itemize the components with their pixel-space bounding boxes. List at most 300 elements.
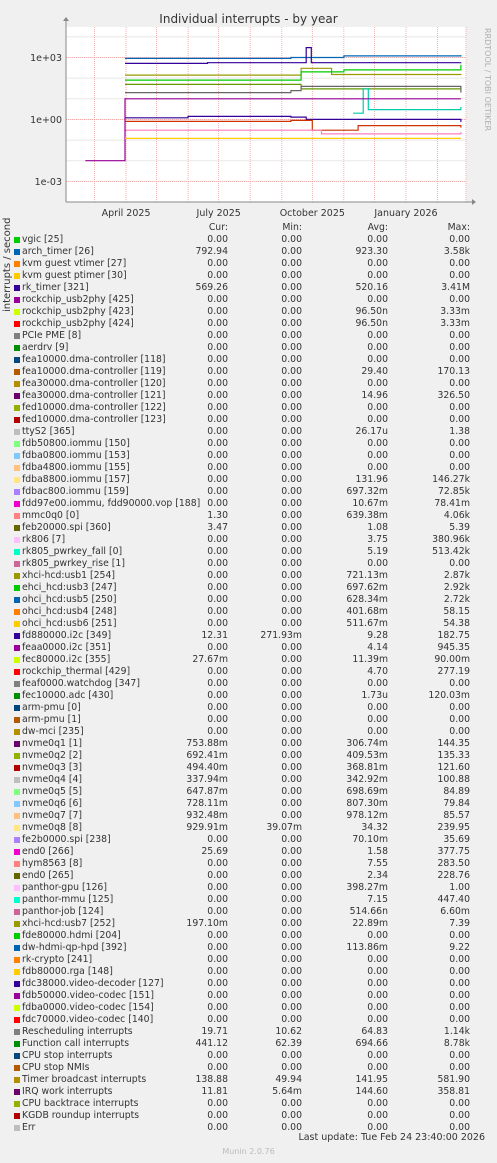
legend-avg-value: 0.00 — [367, 330, 388, 341]
legend-row — [12, 1002, 484, 1014]
legend-series-name: IRQ work interrupts — [22, 1086, 113, 1097]
legend-cur-value: 0.00 — [207, 486, 228, 497]
legend-min-value: 10.62 — [275, 1026, 302, 1037]
legend-min-value: 0.00 — [281, 678, 302, 689]
legend-series-name: feb20000.spi [360] — [22, 522, 111, 533]
legend-series-name: KGDB roundup interrupts — [22, 1110, 140, 1121]
legend-series-name: fea10000.dma-controller [118] — [22, 354, 166, 365]
legend-swatch — [14, 357, 20, 363]
legend-row — [12, 474, 484, 486]
legend-row — [12, 678, 484, 690]
legend-avg-value: 96.50n — [355, 306, 388, 317]
legend-cur-value: 0.00 — [207, 1110, 228, 1121]
legend-cur-value: 0.00 — [207, 354, 228, 365]
legend-max-value: 0.00 — [449, 234, 470, 245]
legend-max-value: 100.88 — [437, 774, 470, 785]
legend-row — [12, 918, 484, 930]
legend-min-value: 0.00 — [281, 1062, 302, 1073]
legend-cur-value: 0.00 — [207, 594, 228, 605]
legend-row — [12, 546, 484, 558]
legend-cur-value: 792.94 — [195, 246, 228, 257]
legend-row — [12, 486, 484, 498]
legend-row — [12, 1026, 484, 1038]
legend-series-name: fdc70000.video-codec [140] — [22, 1014, 154, 1025]
legend-swatch — [14, 621, 20, 627]
legend-series-name: nvme0q3 [3] — [22, 762, 83, 773]
legend-cur-value: 0.00 — [207, 966, 228, 977]
legend-max-value: 3.58k — [443, 246, 470, 257]
legend-series-name: fe2b0000.spi [238] — [22, 834, 111, 845]
legend-min-value: 0.00 — [281, 798, 302, 809]
legend-max-value: 358.81 — [437, 1086, 470, 1097]
legend-avg-value: 0.00 — [367, 558, 388, 569]
legend-max-value: 35.69 — [443, 834, 470, 845]
legend-swatch — [14, 345, 20, 351]
legend-cur-value: 0.00 — [207, 474, 228, 485]
legend-avg-value: 0.00 — [367, 702, 388, 713]
legend-series-name: fdb80000.rga [148] — [22, 966, 113, 977]
legend-row — [12, 954, 484, 966]
legend-min-value: 0.00 — [281, 546, 302, 557]
legend-series-name: rockchip_thermal [429] — [22, 666, 131, 677]
legend-row — [12, 798, 484, 810]
legend-row — [12, 426, 484, 438]
legend-row — [12, 1074, 484, 1086]
legend-min-value: 0.00 — [281, 930, 302, 941]
legend-max-value: 3.41M — [441, 282, 470, 293]
legend-cur-value: 0.00 — [207, 462, 228, 473]
legend-min-value: 0.00 — [281, 462, 302, 473]
legend-row — [12, 1062, 484, 1074]
legend-max-value: 85.57 — [443, 810, 470, 821]
legend-min-value: 5.64m — [272, 1086, 302, 1097]
legend-header-cur: Cur: — [208, 222, 228, 233]
legend-series-name: nvme0q5 [5] — [22, 786, 83, 797]
legend-cur-value: 0.00 — [207, 426, 228, 437]
legend-min-value: 0.00 — [281, 294, 302, 305]
legend-swatch — [14, 753, 20, 759]
legend-max-value: 228.76 — [437, 870, 470, 881]
legend-series-name: rockchip_usb2phy [424] — [22, 318, 134, 329]
x-axis-arrow — [472, 199, 476, 205]
rrdtool-watermark: RRDTOOL / TOBI OETIKER — [483, 28, 492, 132]
legend-swatch — [14, 525, 20, 531]
legend-max-value: 0.00 — [449, 1002, 470, 1013]
legend-avg-value: 9.28 — [367, 630, 388, 641]
legend-row — [12, 354, 484, 366]
legend-max-value: 0.00 — [449, 966, 470, 977]
legend-max-value: 945.35 — [437, 642, 470, 653]
legend-min-value: 0.00 — [281, 1002, 302, 1013]
legend-max-value: 0.00 — [449, 1062, 470, 1073]
legend-avg-value: 22.89m — [352, 918, 388, 929]
legend-series-name: mmc0q0 [0] — [22, 510, 80, 521]
legend-series-name: ehci_hcd:usb3 [247] — [22, 582, 117, 593]
legend-series-name: fdbac800.iommu [159] — [22, 486, 129, 497]
legend-min-value: 0.00 — [281, 414, 302, 425]
legend-row — [12, 726, 484, 738]
legend-swatch — [14, 1041, 20, 1047]
legend-series-name: nvme0q6 [6] — [22, 798, 83, 809]
legend-cur-value: 12.31 — [201, 630, 228, 641]
legend-row — [12, 978, 484, 990]
legend-series-name: fdc38000.video-decoder [127] — [22, 978, 164, 989]
legend-series-name: fea30000.dma-controller [120] — [22, 378, 166, 389]
legend-series-name: ohci_hcd:usb6 [251] — [22, 618, 117, 629]
legend-series-name: rockchip_usb2phy [425] — [22, 294, 134, 305]
legend-avg-value: 398.27m — [346, 882, 388, 893]
legend-swatch — [14, 381, 20, 387]
legend-cur-value: 0.00 — [207, 882, 228, 893]
legend-min-value: 0.00 — [281, 774, 302, 785]
legend-swatch — [14, 405, 20, 411]
legend-cur-value: 0.00 — [207, 534, 228, 545]
legend-series-name: end0 [266] — [22, 846, 74, 857]
legend-max-value: 0.00 — [449, 330, 470, 341]
legend-row — [12, 1050, 484, 1062]
legend-rows — [12, 234, 484, 1134]
legend-max-value: 144.35 — [437, 738, 470, 749]
legend-min-value: 62.39 — [275, 1038, 302, 1049]
legend-max-value: 54.38 — [443, 618, 470, 629]
legend-avg-value: 0.00 — [367, 258, 388, 269]
legend-avg-value: 511.67m — [346, 618, 388, 629]
legend-min-value: 0.00 — [281, 870, 302, 881]
legend-swatch — [14, 513, 20, 519]
legend-min-value: 0.00 — [281, 618, 302, 629]
legend-max-value: 9.22 — [449, 942, 470, 953]
y-tick-label: 1e-03 — [34, 176, 62, 188]
legend-max-value: 0.00 — [449, 1110, 470, 1121]
legend-max-value: 0.00 — [449, 258, 470, 269]
legend-min-value: 0.00 — [281, 450, 302, 461]
legend-swatch — [14, 801, 20, 807]
legend-max-value: 2.87k — [443, 570, 470, 581]
legend-max-value: 8.78k — [443, 1038, 470, 1049]
legend-row — [12, 762, 484, 774]
legend-avg-value: 64.83 — [361, 1026, 388, 1037]
legend-max-value: 0.00 — [449, 978, 470, 989]
legend-cur-value: 0.00 — [207, 330, 228, 341]
legend-min-value: 0.00 — [281, 726, 302, 737]
legend-cur-value: 0.00 — [207, 978, 228, 989]
legend-min-value: 0.00 — [281, 906, 302, 917]
legend-min-value: 0.00 — [281, 990, 302, 1001]
legend-avg-value: 0.00 — [367, 990, 388, 1001]
legend-row — [12, 930, 484, 942]
legend-row — [12, 618, 484, 630]
legend-row — [12, 234, 484, 246]
legend-avg-value: 113.86m — [346, 942, 388, 953]
legend-series-name: CPU backtrace interrupts — [22, 1098, 139, 1109]
legend-min-value: 0.00 — [281, 894, 302, 905]
legend-avg-value: 26.17u — [355, 426, 388, 437]
legend-swatch — [14, 945, 20, 951]
legend-swatch — [14, 297, 20, 303]
legend-max-value: 277.19 — [437, 666, 470, 677]
legend-min-value: 0.00 — [281, 270, 302, 281]
legend-series-name: PCIe PME [8] — [22, 330, 82, 341]
y-axis-arrow — [63, 17, 69, 21]
legend-max-value: 0.00 — [449, 402, 470, 413]
legend-series-name: arch_timer [26] — [22, 246, 94, 257]
legend-row — [12, 1098, 484, 1110]
legend-series-name: fec80000.i2c [355] — [22, 654, 111, 665]
legend-cur-value: 0.00 — [207, 1002, 228, 1013]
legend-min-value: 0.00 — [281, 426, 302, 437]
legend-row — [12, 330, 484, 342]
legend-min-value: 0.00 — [281, 846, 302, 857]
legend-swatch — [14, 825, 20, 831]
legend-min-value: 0.00 — [281, 498, 302, 509]
legend-swatch — [14, 609, 20, 615]
legend-cur-value: 0.00 — [207, 1050, 228, 1061]
legend-cur-value: 0.00 — [207, 990, 228, 1001]
legend-min-value: 0.00 — [281, 318, 302, 329]
legend-row — [12, 990, 484, 1002]
legend-avg-value: 4.14 — [367, 642, 388, 653]
legend-swatch — [14, 597, 20, 603]
legend-avg-value: 34.32 — [361, 822, 388, 833]
legend-swatch — [14, 921, 20, 927]
legend-avg-value: 141.95 — [355, 1074, 388, 1085]
legend-min-value: 0.00 — [281, 558, 302, 569]
legend-cur-value: 0.00 — [207, 726, 228, 737]
legend-swatch — [14, 933, 20, 939]
legend-avg-value: 0.00 — [367, 450, 388, 461]
legend-cur-value: 0.00 — [207, 894, 228, 905]
legend-series-name: ohci_hcd:usb5 [250] — [22, 594, 117, 605]
legend-cur-value: 569.26 — [195, 282, 228, 293]
legend-avg-value: 0.00 — [367, 1110, 388, 1121]
legend-cur-value: 0.00 — [207, 294, 228, 305]
legend-max-value: 0.00 — [449, 1014, 470, 1025]
legend-max-value: 581.90 — [437, 1074, 470, 1085]
legend-swatch — [14, 633, 20, 639]
legend-row — [12, 810, 484, 822]
legend-swatch — [14, 993, 20, 999]
legend-swatch — [14, 1029, 20, 1035]
legend-row — [12, 438, 484, 450]
legend-min-value: 0.00 — [281, 882, 302, 893]
legend-avg-value: 694.66 — [355, 1038, 388, 1049]
legend-avg-value: 0.00 — [367, 354, 388, 365]
legend-cur-value: 0.00 — [207, 390, 228, 401]
legend-min-value: 0.00 — [281, 402, 302, 413]
legend-max-value: 79.84 — [443, 798, 470, 809]
legend-swatch — [14, 501, 20, 507]
legend-series-name: fec10000.adc [430] — [22, 690, 114, 701]
x-tick-label: January 2026 — [374, 208, 438, 219]
legend-max-value: 0.00 — [449, 930, 470, 941]
legend-min-value: 0.00 — [281, 534, 302, 545]
legend-cur-value: 0.00 — [207, 642, 228, 653]
legend-avg-value: 2.34 — [367, 870, 388, 881]
legend-row — [12, 702, 484, 714]
legend-avg-value: 1.73u — [361, 690, 388, 701]
legend-row — [12, 570, 484, 582]
legend-max-value: 283.50 — [437, 858, 470, 869]
legend-cur-value: 0.00 — [207, 558, 228, 569]
legend-swatch — [14, 861, 20, 867]
legend-cur-value: 0.00 — [207, 618, 228, 629]
legend-avg-value: 0.00 — [367, 1062, 388, 1073]
legend-row — [12, 366, 484, 378]
legend-series-name: fdb50800.iommu [150] — [22, 438, 130, 449]
legend-max-value: 4.06k — [443, 510, 470, 521]
last-update-text: Last update: Tue Feb 24 23:40:00 2026 — [298, 1132, 485, 1143]
legend-max-value: 0.00 — [449, 294, 470, 305]
legend-avg-value: 923.30 — [355, 246, 388, 257]
legend-cur-value: 0.00 — [207, 678, 228, 689]
legend-avg-value: 0.00 — [367, 342, 388, 353]
legend-cur-value: 0.00 — [207, 318, 228, 329]
legend-cur-value: 0.00 — [207, 306, 228, 317]
legend-row — [12, 402, 484, 414]
legend-max-value: 0.00 — [449, 990, 470, 1001]
legend-series-name: fed10000.dma-controller [123] — [22, 414, 166, 425]
legend-avg-value: 131.96 — [355, 474, 388, 485]
legend-row — [12, 510, 484, 522]
legend-max-value: 6.60m — [440, 906, 470, 917]
legend-avg-value: 0.00 — [367, 462, 388, 473]
legend-max-value: 90.00m — [434, 654, 470, 665]
legend-min-value: 0.00 — [281, 834, 302, 845]
legend-swatch — [14, 849, 20, 855]
legend-series-name: fd880000.i2c [349] — [22, 630, 112, 641]
legend-cur-value: 0.00 — [207, 402, 228, 413]
legend-max-value: 0.00 — [449, 954, 470, 965]
legend-series-name: arm-pmu [1] — [22, 714, 81, 725]
legend-avg-value: 0.00 — [367, 294, 388, 305]
legend-max-value: 72.85k — [438, 486, 470, 497]
legend-max-value: 1.14k — [443, 1026, 470, 1037]
legend-cur-value: 0.00 — [207, 498, 228, 509]
legend-min-value: 0.00 — [281, 1050, 302, 1061]
legend-series-name: kvm guest ptimer [30] — [22, 270, 127, 281]
legend-min-value: 0.00 — [281, 378, 302, 389]
legend-avg-value: 628.34m — [346, 594, 388, 605]
legend-avg-value: 0.00 — [367, 1098, 388, 1109]
legend-cur-value: 0.00 — [207, 834, 228, 845]
legend-avg-value: 70.10m — [352, 834, 388, 845]
legend-row — [12, 258, 484, 270]
legend-series-name: panthor-job [124] — [22, 906, 104, 917]
legend-avg-value: 0.00 — [367, 1122, 388, 1133]
legend-cur-value: 25.69 — [201, 846, 228, 857]
legend-swatch — [14, 885, 20, 891]
legend-max-value: 2.92k — [443, 582, 470, 593]
legend-min-value: 39.07m — [266, 822, 302, 833]
legend-swatch — [14, 429, 20, 435]
legend-series-name: xhci-hcd:usb1 [254] — [22, 570, 115, 581]
legend-min-value: 0.00 — [281, 366, 302, 377]
legend-series-name: fdba4800.iommu [155] — [22, 462, 130, 473]
legend-max-value: 0.00 — [449, 342, 470, 353]
legend-cur-value: 0.00 — [207, 906, 228, 917]
legend-cur-value: 0.00 — [207, 378, 228, 389]
legend-series-name: hym8563 [8] — [22, 858, 83, 869]
legend-series-name: xhci-hcd:usb7 [252] — [22, 918, 115, 929]
legend-avg-value: 0.00 — [367, 234, 388, 245]
legend-row — [12, 846, 484, 858]
legend-avg-value: 698.69m — [346, 786, 388, 797]
legend-series-name: feaa0000.i2c [351] — [22, 642, 111, 653]
legend-cur-value: 197.10m — [186, 918, 228, 929]
legend-avg-value: 5.19 — [367, 546, 388, 557]
legend-swatch — [14, 453, 20, 459]
legend-avg-value: 0.00 — [367, 978, 388, 989]
legend-series-name: ohci_hcd:usb4 [248] — [22, 606, 117, 617]
legend-min-value: 0.00 — [281, 594, 302, 605]
legend-cur-value: 11.81 — [201, 1086, 228, 1097]
legend-cur-value: 0.00 — [207, 606, 228, 617]
legend-max-value: 0.00 — [449, 438, 470, 449]
legend-cur-value: 0.00 — [207, 690, 228, 701]
legend-max-value: 121.60 — [437, 762, 470, 773]
legend-min-value: 0.00 — [281, 342, 302, 353]
legend-min-value: 271.93m — [260, 630, 302, 641]
legend-avg-value: 0.00 — [367, 726, 388, 737]
legend-row — [12, 498, 484, 510]
legend-swatch — [14, 1077, 20, 1083]
legend-row — [12, 318, 484, 330]
legend-row — [12, 786, 484, 798]
legend-row — [12, 870, 484, 882]
legend-cur-value: 3.47 — [207, 522, 228, 533]
legend-swatch — [14, 1089, 20, 1095]
legend-min-value: 0.00 — [281, 474, 302, 485]
legend-series-name: nvme0q4 [4] — [22, 774, 83, 785]
legend-max-value: 0.00 — [449, 702, 470, 713]
legend-cur-value: 0.00 — [207, 546, 228, 557]
legend-series-name: Rescheduling interrupts — [22, 1026, 133, 1037]
legend-swatch — [14, 837, 20, 843]
legend-cur-value: 692.41m — [186, 750, 228, 761]
legend-swatch — [14, 717, 20, 723]
legend-min-value: 0.00 — [281, 762, 302, 773]
legend-min-value: 0.00 — [281, 642, 302, 653]
legend-min-value: 0.00 — [281, 810, 302, 821]
legend-min-value: 0.00 — [281, 654, 302, 665]
legend-cur-value: 929.91m — [186, 822, 228, 833]
legend-avg-value: 0.00 — [367, 1050, 388, 1061]
legend-min-value: 0.00 — [281, 1110, 302, 1121]
legend-swatch — [14, 393, 20, 399]
legend-min-value: 0.00 — [281, 978, 302, 989]
legend-min-value: 49.94 — [275, 1074, 302, 1085]
legend-max-value: 0.00 — [449, 414, 470, 425]
legend-cur-value: 0.00 — [207, 366, 228, 377]
legend-avg-value: 144.60 — [355, 1086, 388, 1097]
legend-series-name: dw-hdmi-qp-hpd [392] — [22, 942, 127, 953]
legend-row — [12, 294, 484, 306]
legend-row — [12, 390, 484, 402]
legend-max-value: 0.00 — [449, 1050, 470, 1061]
legend-avg-value: 0.00 — [367, 270, 388, 281]
legend-swatch — [14, 1113, 20, 1119]
legend-min-value: 0.00 — [281, 582, 302, 593]
legend-avg-value: 4.70 — [367, 666, 388, 677]
legend-avg-value: 10.67m — [352, 498, 388, 509]
legend-row — [12, 282, 484, 294]
legend-series-name: fdba0000.video-codec [154] — [22, 1002, 154, 1013]
legend-swatch — [14, 573, 20, 579]
legend-avg-value: 0.00 — [367, 438, 388, 449]
legend-row — [12, 666, 484, 678]
legend-min-value: 0.00 — [281, 522, 302, 533]
legend-row — [12, 450, 484, 462]
